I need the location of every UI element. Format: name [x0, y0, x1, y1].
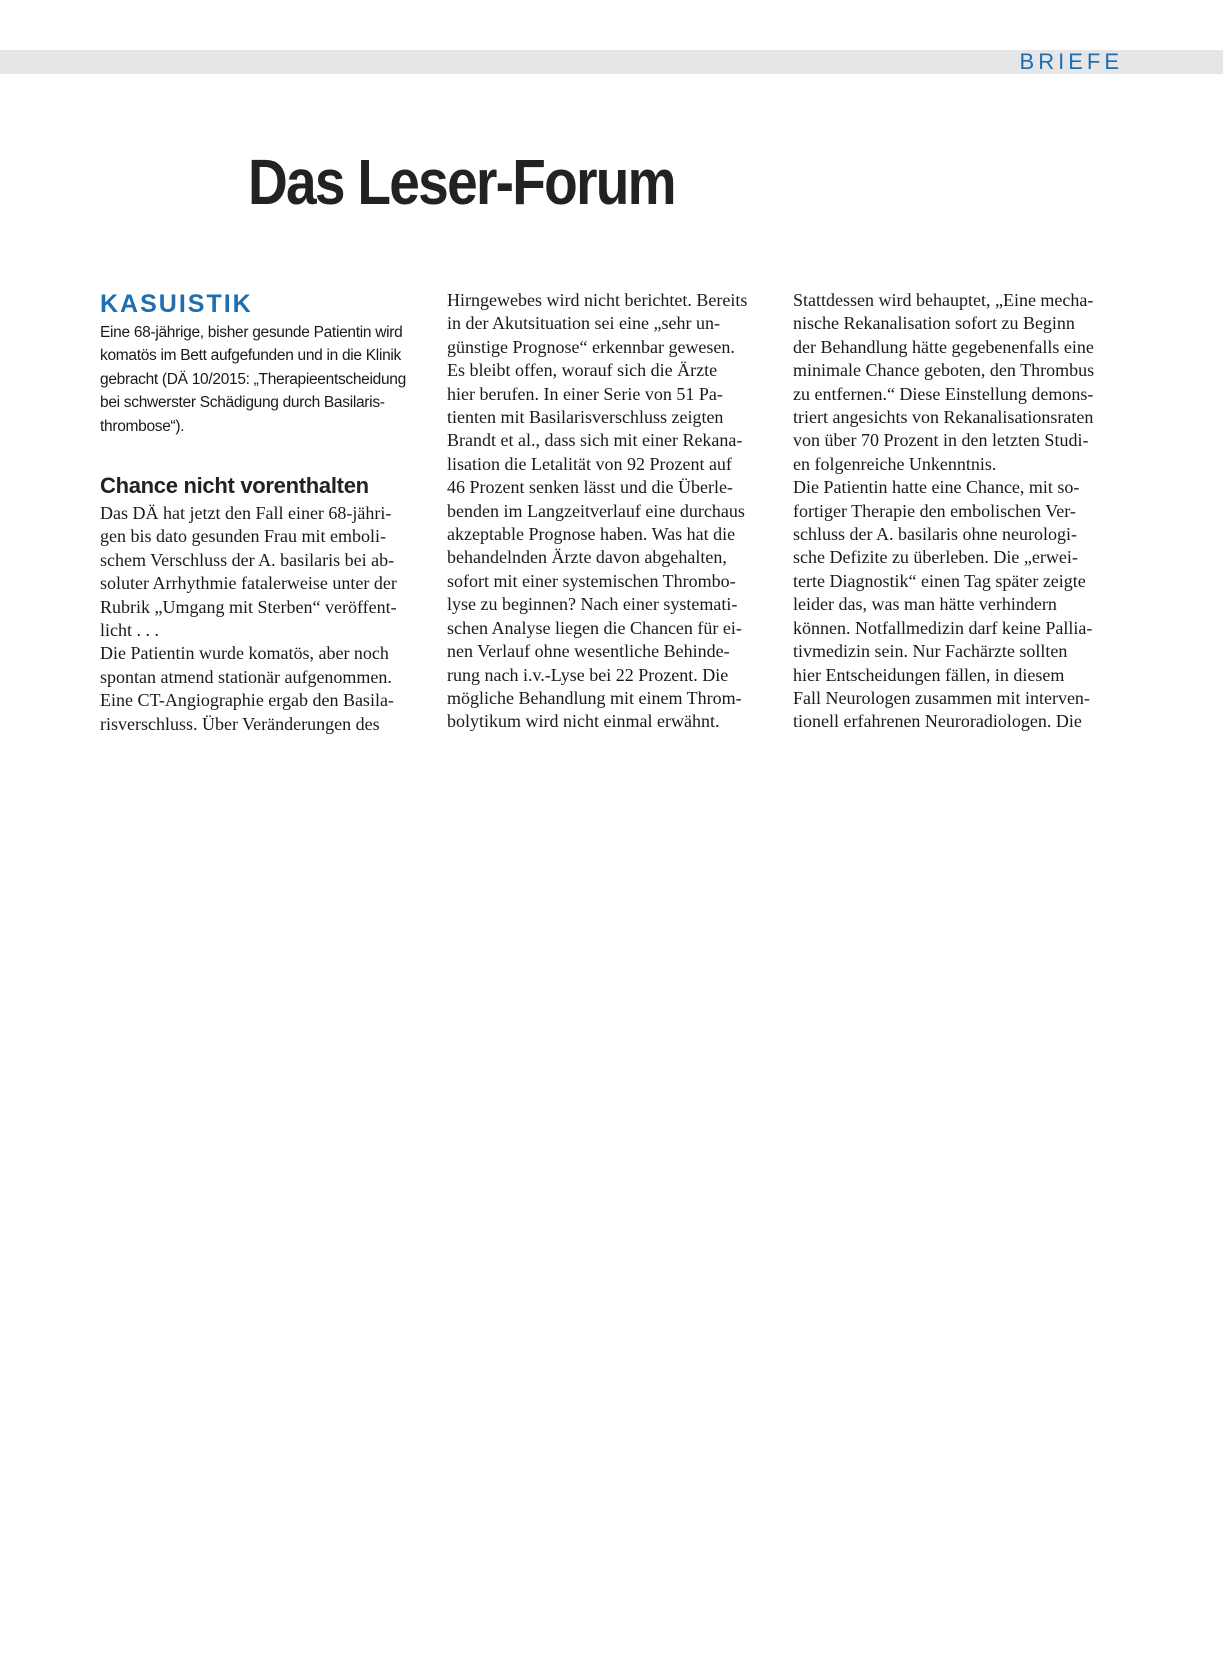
- text-line: tivmedizin sein. Nur Fachärzte sollten: [793, 641, 1068, 662]
- kicker: KASUISTIK: [100, 290, 253, 318]
- text-line: schen Analyse liegen die Chancen für ei-: [447, 617, 742, 638]
- text-line: soluter Arrhythmie fatalerweise unter der: [100, 573, 397, 594]
- page-title: Das Leser-Forum: [248, 146, 675, 218]
- text-line: minimale Chance geboten, den Thrombus: [793, 360, 1095, 381]
- text-line: lisation die Letalität von 92 Prozent auf: [447, 453, 732, 474]
- text-line: Es bleibt offen, worauf sich die Ärzte: [447, 360, 718, 381]
- text-line: Fall Neurologen zusammen mit interven-: [793, 687, 1090, 708]
- text-line: 46 Prozent senken lässt und die Überle-: [447, 477, 733, 498]
- text-line: nen Verlauf ohne wesentliche Behinde-: [447, 641, 730, 662]
- text-line: der Behandlung hätte gegebenenfalls eine: [793, 336, 1094, 357]
- text-line: Die Patientin wurde komatös, aber noch: [100, 643, 389, 664]
- letter-body-part-2: [447, 289, 779, 734]
- text-line: hier Entscheidungen fällen, in diesem: [793, 664, 1065, 685]
- intro-line: thrombose“).: [100, 417, 185, 435]
- column-2: [447, 289, 779, 734]
- intro-text: [100, 321, 430, 438]
- text-line: günstige Prognose“ erkennbar gewesen.: [447, 336, 735, 357]
- text-line: spontan atmend stationär aufgenommen.: [100, 666, 392, 687]
- text-line: Das DÄ hat jetzt den Fall einer 68-jähri-: [100, 503, 392, 524]
- text-line: licht . . .: [100, 620, 159, 641]
- text-line: triert angesichts von Rekanalisationsraten: [793, 407, 1094, 428]
- column-1: [100, 289, 430, 736]
- text-line: schem Verschluss der A. basilaris bei ab-: [100, 549, 395, 570]
- text-line: risverschluss. Über Veränderungen des: [100, 713, 380, 734]
- text-line: Die Patientin hatte eine Chance, mit so-: [793, 477, 1080, 498]
- text-line: nische Rekanalisation sofort zu Beginn: [793, 313, 1075, 334]
- intro-line: gebracht (DÄ 10/2015: „Therapieentscheidung: [100, 370, 406, 388]
- text-line: Eine CT-Angiographie ergab den Basila-: [100, 690, 394, 711]
- text-line: rung nach i.v.-Lyse bei 22 Prozent. Die: [447, 664, 729, 685]
- text-line: Hirngewebes wird nicht berichtet. Bereits: [447, 290, 748, 310]
- intro-line: komatös im Bett aufgefunden und in die Klinik: [100, 347, 401, 365]
- letter-body-part-1: [100, 502, 430, 736]
- text-line: fortiger Therapie den embolischen Ver-: [793, 500, 1076, 521]
- text-line: bolytikum wird nicht einmal erwähnt.: [447, 711, 720, 732]
- text-line: leider das, was man hätte verhindern: [793, 594, 1057, 615]
- text-line: en folgenreiche Unkenntnis.: [793, 453, 997, 474]
- letter-body-part-3: [793, 289, 1125, 734]
- text-line: tienten mit Basilarisverschluss zeigten: [447, 407, 724, 428]
- text-line: zu entfernen.“ Diese Einstellung demons-: [793, 383, 1094, 404]
- text-line: terte Diagnostik“ einen Tag später zeigte: [793, 570, 1086, 591]
- letter-heading: Chance nicht vorenthalten: [100, 473, 369, 499]
- text-line: tionell erfahrenen Neuroradiologen. Die: [793, 711, 1082, 732]
- text-line: in der Akutsituation sei eine „sehr un-: [447, 313, 720, 334]
- text-line: sofort mit einer systemischen Thrombo-: [447, 570, 736, 591]
- section-label: BRIEFE: [1019, 49, 1123, 74]
- text-line: mögliche Behandlung mit einem Throm-: [447, 687, 742, 708]
- text-line: akzeptable Prognose haben. Was hat die: [447, 524, 736, 545]
- text-line: Rubrik „Umgang mit Sterben“ veröffent-: [100, 596, 397, 617]
- text-line: benden im Langzeitverlauf eine durchaus: [447, 500, 745, 521]
- text-line: von über 70 Prozent in den letzten Studi-: [793, 430, 1089, 451]
- intro-line: Eine 68-jährige, bisher gesunde Patientin wird: [100, 324, 403, 341]
- text-line: Stattdessen wird behauptet, „Eine mecha-: [793, 290, 1094, 310]
- text-line: sche Defizite zu überleben. Die „erwei-: [793, 547, 1078, 568]
- column-3: [793, 289, 1125, 734]
- text-line: hier berufen. In einer Serie von 51 Pa-: [447, 383, 723, 404]
- text-line: lyse zu beginnen? Nach einer systemati-: [447, 594, 738, 615]
- text-line: können. Notfallmedizin darf keine Pallia-: [793, 617, 1093, 638]
- text-line: gen bis dato gesunden Frau mit emboli-: [100, 526, 386, 547]
- text-line: behandelnden Ärzte davon abgehalten,: [447, 547, 727, 568]
- intro-line: bei schwerster Schädigung durch Basilaris-: [100, 394, 385, 412]
- text-line: schluss der A. basilaris ohne neurologi-: [793, 524, 1077, 545]
- text-line: Brandt et al., dass sich mit einer Rekana-: [447, 430, 743, 451]
